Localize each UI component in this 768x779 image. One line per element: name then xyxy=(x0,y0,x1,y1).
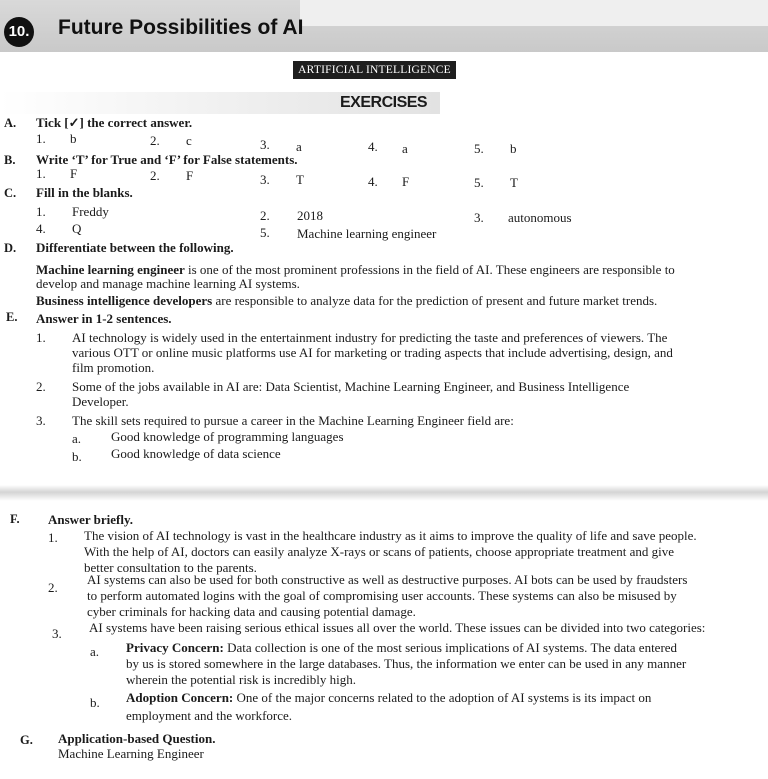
f-item-2-line-1: AI systems can also be used for both constructive as well as destructive purposes. AI bots can be used by fraudsters xyxy=(87,572,688,587)
c-answer-3: autonomous xyxy=(508,210,572,225)
f-item-3b-text-1: One of the major concerns related to the adoption of AI systems is its impact on xyxy=(233,690,652,705)
section-d-letter: D. xyxy=(4,241,17,255)
f-item-3-num: 3. xyxy=(52,626,62,641)
d-term-1: Machine learning engineer xyxy=(36,262,185,277)
b-answer-1: F xyxy=(70,166,78,181)
section-divider xyxy=(0,485,768,501)
exercises-heading: EXERCISES xyxy=(340,94,428,111)
section-a-letter: A. xyxy=(4,116,17,130)
c-answer-2-num: 2. xyxy=(260,208,270,223)
e-item-2-line-1: Some of the jobs available in AI are: Data Scientist, Machine Learning Engineer, and Business Intelligence xyxy=(72,379,630,394)
a-answer-3-num: 3. xyxy=(260,137,270,152)
d-text-2: are responsible to analyze data for the prediction of present and future market trends. xyxy=(212,293,658,308)
b-answer-2: F xyxy=(186,168,194,183)
f-item-3a-line-3: wherein the potential risk is incredibly high. xyxy=(126,672,356,687)
b-answer-4-num: 4. xyxy=(368,174,378,189)
d-paragraph-1-line-2: develop and manage machine learning AI systems. xyxy=(36,276,300,291)
subject-tag: ARTIFICIAL INTELLIGENCE xyxy=(293,61,456,79)
a-answer-1-num: 1. xyxy=(36,131,46,146)
f-item-1-line-2: With the help of AI, doctors can easily analyze X-rays or scans of patients, choose appropriate treatment and give xyxy=(84,544,675,559)
e-item-3-line-1: The skill sets required to pursue a career in the Machine Learning Engineer field are: xyxy=(72,413,514,428)
f-item-2-num: 2. xyxy=(48,580,58,595)
section-a-title: Tick [✓] the correct answer. xyxy=(36,115,193,130)
section-f-title: Answer briefly. xyxy=(48,512,133,527)
a-answer-1: b xyxy=(70,131,77,146)
section-c-title: Fill in the blanks. xyxy=(36,185,133,200)
section-b-title: Write ‘T’ for True and ‘F’ for False statements. xyxy=(36,152,298,167)
e-item-2-num: 2. xyxy=(36,379,46,394)
chapter-number-badge: 10. xyxy=(4,17,34,47)
e-item-3-num: 3. xyxy=(36,413,46,428)
b-answer-1-num: 1. xyxy=(36,166,46,181)
e-item-1-num: 1. xyxy=(36,330,46,345)
e-item-3a-letter: a. xyxy=(72,431,82,446)
f-item-3a-text-1: Data collection is one of the most serious implications of AI systems. The data entered xyxy=(223,640,678,655)
section-b-letter: B. xyxy=(4,153,16,167)
e-item-1-line-1: AI technology is widely used in the entertainment industry for predicting the taste and preferences of viewers. The xyxy=(72,330,668,345)
section-g-title: Application-based Question. xyxy=(58,731,216,746)
e-item-1-line-3: film promotion. xyxy=(72,360,155,375)
f-item-3b-line-1 xyxy=(126,690,651,705)
e-item-2-line-2: Developer. xyxy=(72,394,129,409)
c-answer-1-num: 1. xyxy=(36,204,46,219)
e-item-3a-text: Good knowledge of programming languages xyxy=(111,429,344,444)
f-item-1-line-3: better consultation to the parents. xyxy=(84,560,257,575)
c-answer-1: Freddy xyxy=(72,204,109,219)
section-e-letter: E. xyxy=(6,310,18,324)
d-paragraph-1-line-1 xyxy=(36,262,675,277)
f-item-3b-letter: b. xyxy=(90,695,100,710)
e-item-3b-text: Good knowledge of data science xyxy=(111,446,281,461)
f-item-1-line-1: The vision of AI technology is vast in the healthcare industry as it aims to improve the quality of life and save people. xyxy=(84,528,697,543)
d-text-1: is one of the most prominent professions in the field of AI. These engineers are responsible to xyxy=(184,262,675,277)
a-answer-4-num: 4. xyxy=(368,139,378,154)
a-answer-4: a xyxy=(402,141,408,156)
f-item-3b-line-2: employment and the workforce. xyxy=(126,708,293,723)
c-answer-5: Machine learning engineer xyxy=(297,226,437,241)
f-item-3-line-1: AI systems have been raising serious ethical issues all over the world. These issues can be divided into two categories: xyxy=(89,620,706,635)
d-paragraph-2 xyxy=(36,293,657,308)
section-f-letter: F. xyxy=(10,512,20,526)
b-answer-2-num: 2. xyxy=(150,168,160,183)
a-answer-2-num: 2. xyxy=(150,133,160,148)
chapter-title: Future Possibilities of AI xyxy=(58,16,304,39)
a-answer-5: b xyxy=(510,141,517,156)
c-answer-4-num: 4. xyxy=(36,221,46,236)
page-fold-shade xyxy=(300,0,768,26)
b-answer-3: T xyxy=(296,172,304,187)
a-answer-3: a xyxy=(296,139,302,154)
privacy-concern-term: Privacy Concern: xyxy=(126,640,224,655)
b-answer-5: T xyxy=(510,175,518,190)
b-answer-3-num: 3. xyxy=(260,172,270,187)
d-term-2: Business intelligence developers xyxy=(36,293,213,308)
c-answer-5-num: 5. xyxy=(260,225,270,240)
f-item-1-num: 1. xyxy=(48,530,58,545)
c-answer-3-num: 3. xyxy=(474,210,484,225)
f-item-2-line-3: cyber criminals for hacking data and causing potential damage. xyxy=(87,604,416,619)
c-answer-4: Q xyxy=(72,221,82,236)
section-g-letter: G. xyxy=(20,733,33,747)
adoption-concern-term: Adoption Concern: xyxy=(126,690,234,705)
e-item-1-line-2: various OTT or online music platforms use AI for marketing or trading aspects that include advertising, design, and xyxy=(72,345,673,360)
f-item-2-line-2: to perform automated logins with the goal of compromising user accounts. These systems can also be misused by xyxy=(87,588,677,603)
c-answer-2: 2018 xyxy=(297,208,323,223)
e-item-3b-letter: b. xyxy=(72,449,82,464)
a-answer-2: c xyxy=(186,133,192,148)
b-answer-4: F xyxy=(402,174,410,189)
a-answer-5-num: 5. xyxy=(474,141,484,156)
section-c-letter: C. xyxy=(4,186,17,200)
b-answer-5-num: 5. xyxy=(474,175,484,190)
g-answer: Machine Learning Engineer xyxy=(58,746,204,761)
f-item-3a-line-2: by us is stored somewhere in the large databases. Thus, the information we enter can be used in any manner xyxy=(126,656,687,671)
section-e-title: Answer in 1-2 sentences. xyxy=(36,311,172,326)
f-item-3a-letter: a. xyxy=(90,644,100,659)
section-d-title: Differentiate between the following. xyxy=(36,240,234,255)
f-item-3a-line-1 xyxy=(126,640,677,655)
